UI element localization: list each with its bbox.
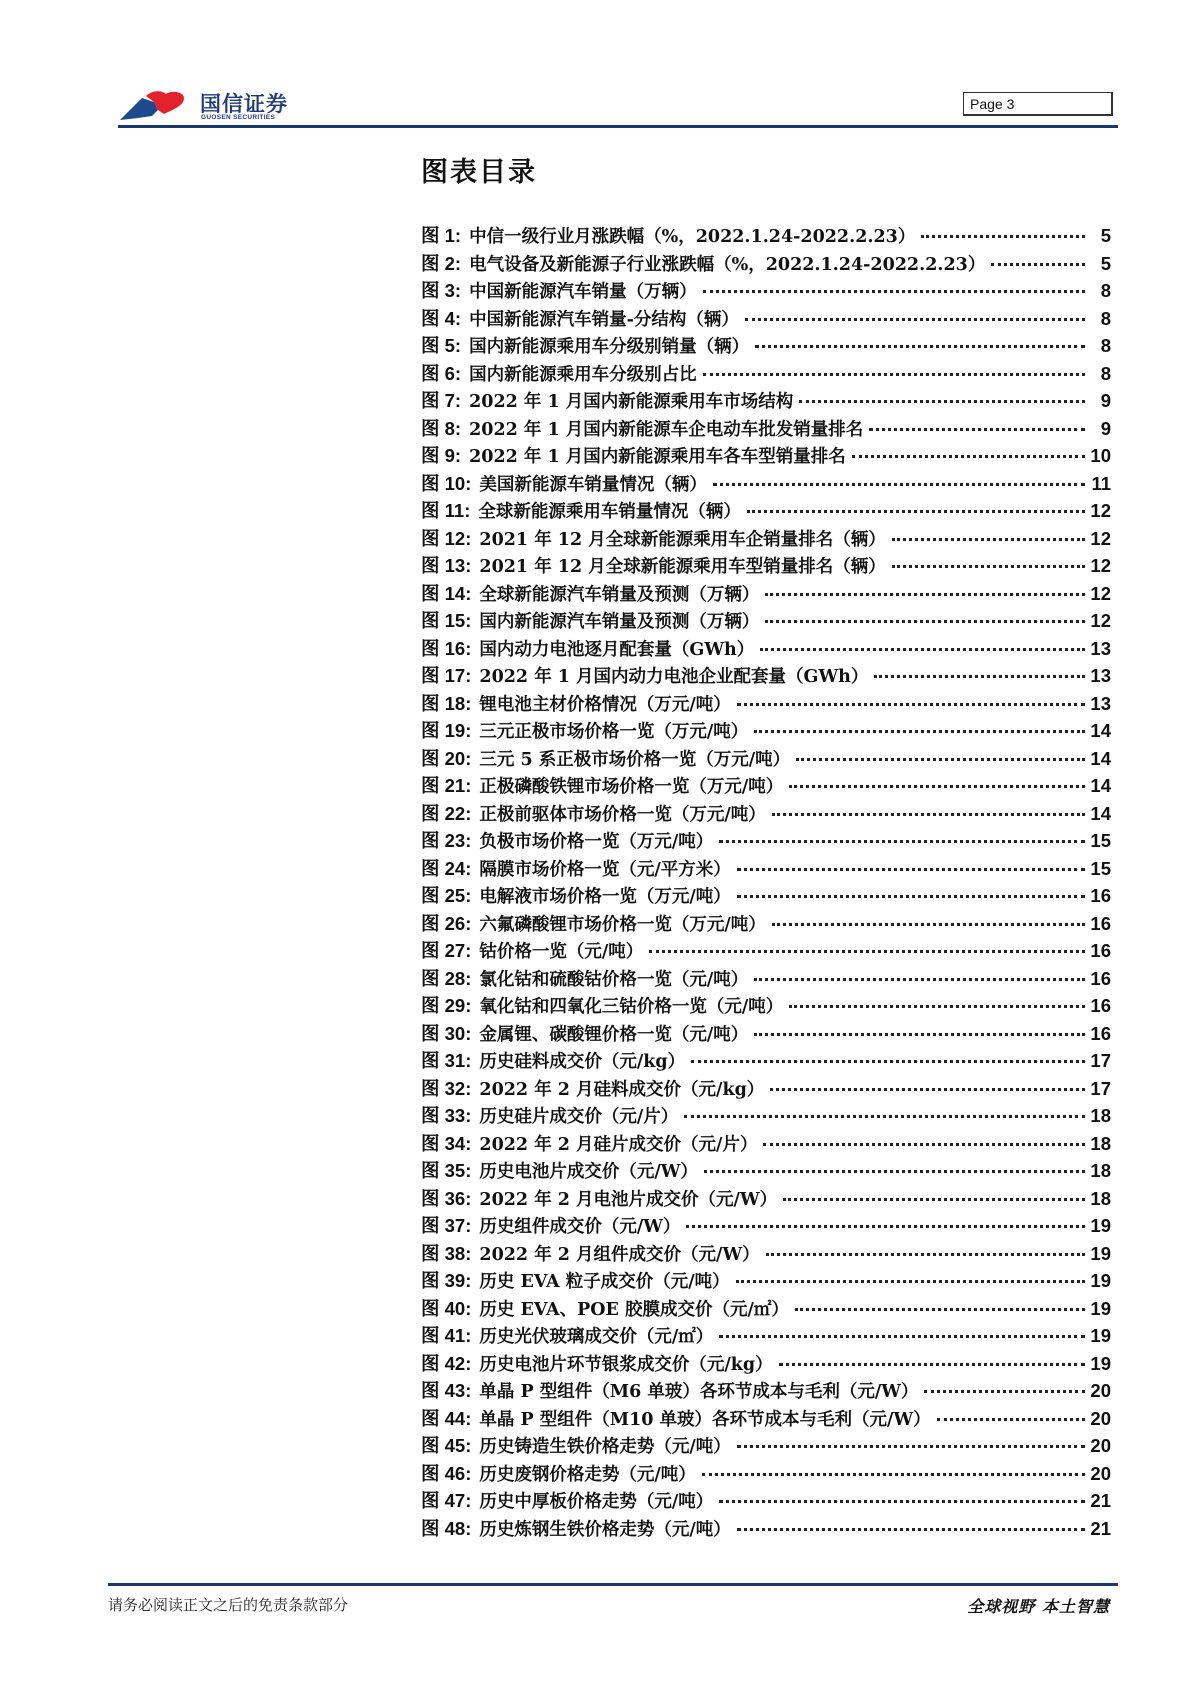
toc-entry-page[interactable]: 12 — [1090, 610, 1111, 631]
toc-leader-dots — [763, 1143, 1085, 1146]
toc-entry-title[interactable]: 氧化钴和四氧化三钴价格一览（元/吨） — [479, 997, 784, 1017]
toc-leader-dots — [852, 455, 1085, 458]
toc-list — [421, 222, 1111, 1542]
toc-entry-title[interactable]: 正极前驱体市场价格一览（万元/吨） — [479, 804, 766, 825]
toc-leader-dots — [766, 1253, 1085, 1256]
toc-title: 图表目录 — [421, 157, 537, 188]
toc-entry-page[interactable]: 15 — [1090, 857, 1111, 879]
toc-entry-title[interactable]: 历史废钢价格走势（元/吨） — [479, 1464, 696, 1485]
toc-entry-title[interactable]: 历史组件成交价（元/W） — [479, 1217, 681, 1237]
toc-entry-page[interactable]: 10 — [1090, 445, 1111, 466]
toc-entry-label: 图 42: — [421, 1352, 472, 1374]
toc-entry-label: 图 25: — [421, 885, 472, 906]
toc-entry-title[interactable]: 电气设备及新能源子行业涨跌幅（%，2022.1.24-2022.2.23） — [469, 254, 986, 275]
toc-entry-label: 图 12: — [421, 527, 472, 549]
toc-entry[interactable] — [421, 745, 1111, 773]
toc-entry-label: 图 10: — [421, 472, 472, 494]
toc-entry-title[interactable]: 2022 年 2 月组件成交价（元/W） — [479, 1244, 760, 1265]
toc-entry-label: 图 32: — [421, 1077, 472, 1099]
toc-entry[interactable] — [421, 442, 1111, 470]
toc-entry-title[interactable]: 负极市场价格一览（万元/吨） — [479, 832, 714, 852]
toc-entry[interactable] — [421, 910, 1111, 938]
toc-entry-page[interactable]: 5 — [1100, 252, 1111, 274]
toc-entry-page[interactable]: 5 — [1100, 225, 1111, 246]
toc-entry-page[interactable]: 13 — [1090, 637, 1111, 659]
toc-entry-label: 图 36: — [421, 1187, 472, 1209]
toc-entry-page[interactable]: 13 — [1090, 665, 1111, 686]
toc-entry-page[interactable]: 19 — [1090, 1297, 1111, 1319]
toc-leader-dots — [737, 703, 1085, 706]
toc-entry-title[interactable]: 历史炼钢生铁价格走势（元/吨） — [479, 1519, 731, 1540]
toc-entry[interactable] — [421, 1460, 1111, 1488]
toc-entry-label: 图 43: — [421, 1380, 472, 1401]
toc-entry-title[interactable]: 三元 5 系正极市场价格一览（万元/吨） — [479, 749, 791, 770]
toc-entry-title[interactable]: 单晶 P 型组件（M6 单玻）各环节成本与毛利（元/W） — [479, 1382, 919, 1402]
toc-entry-page[interactable]: 18 — [1090, 1187, 1111, 1209]
toc-leader-dots — [686, 1225, 1085, 1228]
toc-entry-title[interactable]: 中国新能源汽车销量（万辆） — [469, 282, 697, 302]
toc-entry-page[interactable]: 20 — [1090, 1380, 1111, 1401]
toc-entry[interactable] — [421, 497, 1111, 525]
toc-leader-dots — [783, 1198, 1085, 1201]
toc-leader-dots — [755, 345, 1085, 348]
toc-entry-page[interactable]: 12 — [1090, 527, 1111, 549]
toc-leader-dots — [799, 400, 1085, 403]
guosen-logo-icon — [118, 88, 198, 124]
footer-disclaimer: 请务必阅读正文之后的免责条款部分 — [108, 1596, 349, 1614]
toc-entry-page[interactable]: 18 — [1090, 1132, 1111, 1154]
logo-cn-text: 国信证券 — [200, 92, 288, 116]
toc-entry-label: 图 33: — [421, 1105, 472, 1126]
toc-entry-label: 图 30: — [421, 1022, 472, 1044]
toc-entry-label: 图 8: — [421, 417, 462, 439]
toc-entry-title[interactable]: 中国新能源汽车销量-分结构（辆） — [469, 309, 739, 330]
toc-entry-label: 图 19: — [421, 720, 472, 741]
toc-leader-dots — [921, 235, 1085, 238]
toc-entry-page[interactable]: 16 — [1090, 912, 1111, 934]
toc-entry-label: 图 31: — [421, 1050, 472, 1071]
toc-entry-label: 图 28: — [421, 967, 472, 989]
toc-entry-label: 图 7: — [421, 390, 462, 411]
footer-slogan: 全球视野 本土智慧 — [967, 1597, 1110, 1616]
page-header — [118, 84, 1118, 130]
toc-entry-title[interactable]: 国内新能源乘用车分级别占比 — [469, 364, 697, 385]
toc-entry-title[interactable]: 历史光伏玻璃成交价（元/㎡） — [479, 1327, 714, 1347]
toc-entry-title[interactable]: 历史电池片成交价（元/W） — [479, 1162, 698, 1182]
toc-entry-label: 图 45: — [421, 1435, 472, 1456]
logo-en-text: GUOSEN SECURITIES — [201, 114, 276, 121]
toc-entry-page[interactable]: 21 — [1090, 1517, 1111, 1539]
toc-entry[interactable] — [421, 992, 1111, 1020]
toc-entry-label: 图 29: — [421, 995, 472, 1016]
toc-leader-dots — [745, 318, 1085, 321]
toc-leader-dots — [691, 1060, 1085, 1063]
toc-leader-dots — [789, 1005, 1085, 1008]
toc-entry[interactable] — [421, 800, 1111, 828]
toc-entry-page[interactable]: 12 — [1090, 582, 1111, 604]
toc-entry[interactable] — [421, 1377, 1111, 1405]
toc-leader-dots — [737, 1528, 1085, 1531]
toc-leader-dots — [703, 373, 1085, 376]
toc-entry-page[interactable]: 12 — [1090, 555, 1111, 576]
toc-entry-page[interactable]: 13 — [1090, 692, 1111, 714]
toc-leader-dots — [892, 565, 1085, 568]
toc-leader-dots — [924, 1390, 1085, 1393]
toc-leader-dots — [719, 1500, 1085, 1503]
toc-entry[interactable] — [421, 250, 1111, 278]
toc-entry-title[interactable]: 六氟磷酸锂市场价格一览（万元/吨） — [479, 914, 766, 935]
toc-entry-page[interactable]: 19 — [1090, 1352, 1111, 1374]
toc-entry-label: 图 44: — [421, 1407, 472, 1429]
toc-entry-title[interactable]: 美国新能源车销量情况（辆） — [479, 474, 707, 495]
toc-leader-dots — [719, 1335, 1085, 1338]
toc-entry[interactable] — [421, 855, 1111, 883]
toc-entry[interactable] — [421, 1185, 1111, 1213]
toc-leader-dots — [737, 895, 1085, 898]
toc-entry-page[interactable]: 16 — [1090, 1022, 1111, 1044]
toc-leader-dots — [754, 1033, 1085, 1036]
toc-entry-label: 图 41: — [421, 1325, 472, 1346]
toc-entry-page[interactable]: 16 — [1090, 885, 1111, 906]
toc-entry[interactable] — [421, 635, 1111, 663]
toc-leader-dots — [874, 675, 1085, 678]
toc-leader-dots — [765, 593, 1085, 596]
toc-entry-title[interactable]: 全球新能源乘用车销量情况（辆） — [478, 502, 741, 522]
toc-entry-page[interactable]: 20 — [1090, 1462, 1111, 1484]
toc-entry[interactable] — [421, 1487, 1111, 1515]
toc-leader-dots — [770, 1088, 1085, 1091]
toc-entry[interactable] — [421, 717, 1111, 745]
toc-entry-title[interactable]: 隔膜市场价格一览（元/平方米） — [479, 859, 731, 880]
toc-entry[interactable] — [421, 525, 1111, 553]
toc-entry-title[interactable]: 历史硅片成交价（元/片） — [479, 1107, 679, 1127]
toc-entry-label: 图 24: — [421, 857, 472, 879]
toc-entry-page[interactable]: 12 — [1090, 500, 1111, 521]
toc-entry-title[interactable]: 2022 年 1 月国内动力电池企业配套量（GWh） — [479, 667, 869, 687]
toc-leader-dots — [991, 263, 1085, 266]
toc-entry-label: 图 37: — [421, 1215, 472, 1236]
toc-leader-dots — [796, 758, 1085, 761]
toc-entry[interactable] — [421, 1157, 1111, 1185]
toc-entry-label: 图 20: — [421, 747, 472, 769]
toc-entry-label: 图 17: — [421, 665, 472, 686]
toc-leader-dots — [737, 1445, 1085, 1448]
toc-entry-page[interactable]: 8 — [1100, 362, 1111, 384]
toc-entry[interactable] — [421, 360, 1111, 388]
toc-entry[interactable] — [421, 415, 1111, 443]
toc-entry[interactable] — [421, 1047, 1111, 1075]
toc-entry[interactable] — [421, 1240, 1111, 1268]
toc-entry-page[interactable]: 19 — [1090, 1325, 1111, 1346]
toc-entry[interactable] — [421, 387, 1111, 415]
toc-entry[interactable] — [421, 1020, 1111, 1048]
toc-entry-page[interactable]: 18 — [1090, 1105, 1111, 1126]
toc-entry-title[interactable]: 2022 年 1 月国内新能源乘用车各车型销量排名 — [469, 447, 846, 467]
toc-entry-title[interactable]: 锂电池主材价格情况（万元/吨） — [479, 694, 731, 715]
toc-leader-dots — [937, 1418, 1085, 1421]
toc-entry-page[interactable]: 9 — [1100, 390, 1111, 411]
toc-entry-page[interactable]: 14 — [1090, 802, 1111, 824]
toc-leader-dots — [772, 923, 1085, 926]
toc-entry-page[interactable]: 19 — [1090, 1242, 1111, 1264]
footer-divider — [108, 1583, 1118, 1586]
toc-entry[interactable] — [421, 1130, 1111, 1158]
toc-entry[interactable] — [421, 332, 1111, 360]
page-number-box: Page 3 — [963, 92, 1113, 116]
toc-entry-label: 图 39: — [421, 1270, 472, 1291]
toc-entry[interactable] — [421, 690, 1111, 718]
toc-leader-dots — [760, 648, 1085, 651]
toc-entry[interactable] — [421, 580, 1111, 608]
toc-entry[interactable] — [421, 965, 1111, 993]
toc-entry[interactable] — [421, 277, 1111, 305]
toc-entry-page[interactable]: 17 — [1090, 1050, 1111, 1071]
toc-entry-title[interactable]: 历史中厚板价格走势（元/吨） — [479, 1492, 714, 1512]
toc-entry-label: 图 11: — [421, 500, 471, 521]
header-divider — [118, 125, 1118, 128]
toc-entry-page[interactable]: 16 — [1090, 940, 1111, 961]
toc-entry-label: 图 15: — [421, 610, 472, 631]
toc-entry-title[interactable]: 历史电池片环节银浆成交价（元/kg） — [479, 1354, 773, 1375]
toc-entry[interactable] — [421, 222, 1111, 250]
toc-entry[interactable] — [421, 305, 1111, 333]
toc-entry-title[interactable]: 三元正极市场价格一览（万元/吨） — [479, 722, 749, 742]
toc-entry-title[interactable]: 历史 EVA、POE 胶膜成交价（元/㎡） — [479, 1299, 789, 1320]
toc-entry[interactable] — [421, 1515, 1111, 1543]
toc-entry-label: 图 23: — [421, 830, 472, 851]
toc-entry-title[interactable]: 2022 年 2 月电池片成交价（元/W） — [479, 1189, 778, 1210]
toc-leader-dots — [713, 483, 1085, 486]
toc-entry-title[interactable]: 2022 年 1 月国内新能源乘用车市场结构 — [469, 392, 794, 412]
toc-entry-label: 图 5: — [421, 335, 462, 356]
toc-entry[interactable] — [421, 607, 1111, 635]
toc-entry-title[interactable]: 历史 EVA 粒子成交价（元/吨） — [479, 1272, 730, 1292]
toc-entry-label: 图 3: — [421, 280, 462, 301]
toc-leader-dots — [747, 510, 1085, 513]
toc-entry-label: 图 38: — [421, 1242, 472, 1264]
toc-entry-title[interactable]: 电解液市场价格一览（万元/吨） — [479, 887, 731, 907]
toc-entry-page[interactable]: 9 — [1100, 417, 1111, 439]
toc-entry-label: 图 34: — [421, 1132, 472, 1154]
toc-entry-page[interactable]: 11 — [1091, 472, 1111, 494]
toc-leader-dots — [795, 1308, 1085, 1311]
toc-leader-dots — [737, 868, 1085, 871]
toc-entry[interactable] — [421, 937, 1111, 965]
toc-leader-dots — [754, 730, 1085, 733]
toc-entry-page[interactable]: 20 — [1090, 1407, 1111, 1429]
toc-leader-dots — [779, 1363, 1085, 1366]
toc-entry-title[interactable]: 国内新能源乘用车分级别销量（辆） — [469, 337, 750, 357]
toc-entry[interactable] — [421, 1295, 1111, 1323]
toc-entry[interactable] — [421, 1322, 1111, 1350]
toc-entry-title[interactable]: 2022 年 2 月硅片成交价（元/片） — [479, 1134, 758, 1155]
toc-entry-page[interactable]: 17 — [1090, 1077, 1111, 1099]
toc-leader-dots — [789, 785, 1085, 788]
toc-leader-dots — [772, 813, 1085, 816]
toc-entry[interactable] — [421, 1405, 1111, 1433]
toc-entry-label: 图 6: — [421, 362, 462, 384]
toc-entry[interactable] — [421, 772, 1111, 800]
toc-entry-page[interactable]: 15 — [1090, 830, 1111, 851]
toc-leader-dots — [765, 620, 1085, 623]
toc-leader-dots — [649, 950, 1085, 953]
toc-entry-page[interactable]: 8 — [1100, 335, 1111, 356]
toc-entry-label: 图 47: — [421, 1490, 472, 1511]
toc-leader-dots — [719, 840, 1085, 843]
toc-entry-page[interactable]: 19 — [1090, 1270, 1111, 1291]
toc-entry-title[interactable]: 2022 年 1 月国内新能源车企电动车批发销量排名 — [469, 419, 864, 440]
toc-entry-title[interactable]: 国内动力电池逐月配套量（GWh） — [479, 639, 755, 660]
toc-entry[interactable] — [421, 882, 1111, 910]
toc-entry[interactable] — [421, 827, 1111, 855]
toc-entry-label: 图 18: — [421, 692, 472, 714]
toc-entry[interactable] — [421, 470, 1111, 498]
toc-entry-title[interactable]: 2021 年 12 月全球新能源乘用车型销量排名（辆） — [479, 557, 886, 577]
toc-entry-page[interactable]: 8 — [1100, 280, 1111, 301]
toc-entry-label: 图 46: — [421, 1462, 472, 1484]
toc-entry-label: 图 40: — [421, 1297, 472, 1319]
toc-leader-dots — [704, 1170, 1085, 1173]
toc-entry[interactable] — [421, 1075, 1111, 1103]
toc-leader-dots — [703, 290, 1085, 293]
toc-leader-dots — [736, 1280, 1085, 1283]
toc-entry-page[interactable]: 16 — [1090, 967, 1111, 989]
toc-entry-title[interactable]: 全球新能源汽车销量及预测（万辆） — [479, 584, 760, 605]
toc-entry-title[interactable]: 氯化钴和硫酸钴价格一览（元/吨） — [479, 969, 749, 990]
toc-entry-title[interactable]: 金属锂、碳酸锂价格一览（元/吨） — [479, 1024, 749, 1045]
toc-entry-page[interactable]: 19 — [1090, 1215, 1111, 1236]
toc-leader-dots — [892, 538, 1085, 541]
toc-entry-title[interactable]: 正极磷酸铁锂市场价格一览（万元/吨） — [479, 777, 784, 797]
toc-entry-page[interactable]: 20 — [1090, 1435, 1111, 1456]
toc-entry-page[interactable]: 18 — [1090, 1160, 1111, 1181]
toc-entry[interactable] — [421, 662, 1111, 690]
toc-entry-title[interactable]: 2021 年 12 月全球新能源乘用车企销量排名（辆） — [479, 529, 886, 550]
toc-entry-label: 图 2: — [421, 252, 462, 274]
toc-leader-dots — [754, 978, 1085, 981]
toc-entry-page[interactable]: 14 — [1090, 775, 1111, 796]
toc-entry-page[interactable]: 16 — [1090, 995, 1111, 1016]
toc-entry[interactable] — [421, 1267, 1111, 1295]
toc-entry[interactable] — [421, 1350, 1111, 1378]
toc-entry-title[interactable]: 历史铸造生铁价格走势（元/吨） — [479, 1437, 731, 1457]
toc-entry[interactable] — [421, 1432, 1111, 1460]
toc-entry-title[interactable]: 国内新能源汽车销量及预测（万辆） — [479, 612, 760, 632]
toc-entry-title[interactable]: 钴价格一览（元/吨） — [479, 942, 644, 962]
toc-entry-page[interactable]: 14 — [1090, 747, 1111, 769]
toc-entry[interactable] — [421, 1212, 1111, 1240]
toc-entry-title[interactable]: 2022 年 2 月硅料成交价（元/kg） — [479, 1079, 765, 1100]
toc-entry-label: 图 14: — [421, 582, 472, 604]
toc-entry-label: 图 26: — [421, 912, 472, 934]
toc-entry-title[interactable]: 中信一级行业月涨跌幅（%，2022.1.24-2022.2.23） — [469, 227, 916, 247]
toc-entry-label: 图 13: — [421, 555, 472, 576]
toc-entry-label: 图 22: — [421, 802, 472, 824]
toc-entry-label: 图 16: — [421, 637, 472, 659]
toc-entry-label: 图 35: — [421, 1160, 472, 1181]
toc-entry-label: 图 21: — [421, 775, 472, 796]
toc-entry-label: 图 4: — [421, 307, 462, 329]
toc-entry-title[interactable]: 单晶 P 型组件（M10 单玻）各环节成本与毛利（元/W） — [479, 1409, 931, 1430]
toc-entry[interactable] — [421, 1102, 1111, 1130]
toc-entry-label: 图 27: — [421, 940, 472, 961]
toc-entry-title[interactable]: 历史硅料成交价（元/kg） — [479, 1052, 686, 1072]
toc-leader-dots — [702, 1473, 1085, 1476]
toc-entry-label: 图 1: — [421, 225, 462, 246]
toc-entry[interactable] — [421, 552, 1111, 580]
toc-entry-page[interactable]: 21 — [1090, 1490, 1111, 1511]
toc-entry-label: 图 9: — [421, 445, 462, 466]
toc-entry-page[interactable]: 14 — [1090, 720, 1111, 741]
toc-leader-dots — [869, 428, 1085, 431]
toc-entry-label: 图 48: — [421, 1517, 472, 1539]
toc-leader-dots — [684, 1115, 1085, 1118]
toc-entry-page[interactable]: 8 — [1100, 307, 1111, 329]
